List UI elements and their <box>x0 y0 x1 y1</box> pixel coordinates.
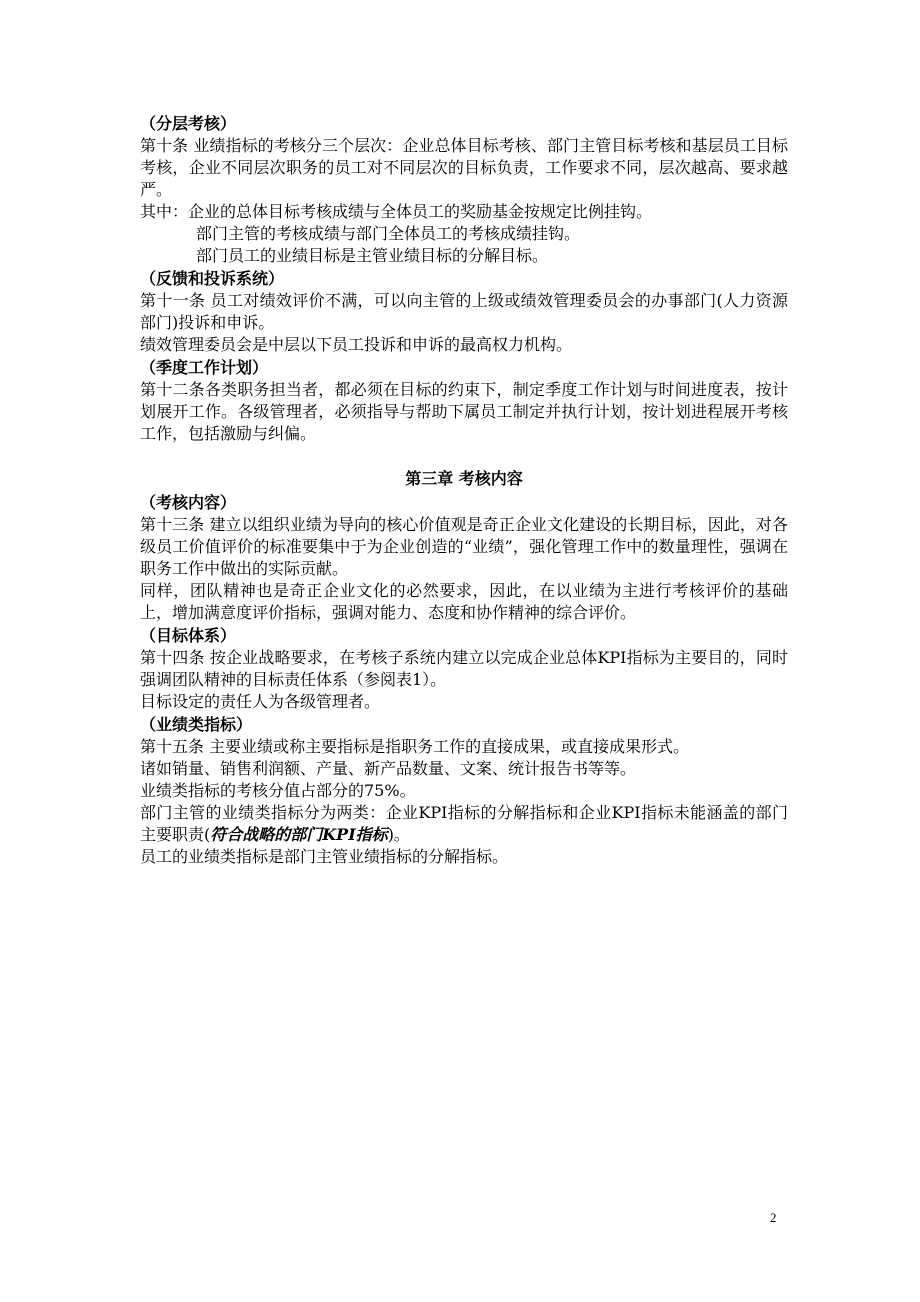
article-15-employee-indicators: 员工的业绩类指标是部门主管业绩指标的分解指标。 <box>140 847 509 866</box>
article-15-examples: 诸如销量、销售利润额、产量、新产品数量、文案、统计报告书等等。 <box>140 759 637 778</box>
manager-indicators-close: )。 <box>387 825 410 844</box>
article-13-paragraph: 第十三条 建立以组织业绩为导向的核心价值观是奇正企业文化建设的长期目标，因此，对各级员工价值评价的标准要集中于为企业创造的“业绩”，强化管理工作中的数量理性，强调在职务工作中做出的实际贡献。 <box>140 515 788 578</box>
page-number: 2 <box>770 1210 777 1225</box>
article-15-paragraph: 第十五条 主要业绩或称主要指标是指职务工作的直接成果，或直接成果形式。 <box>140 737 690 756</box>
article-14-note: 目标设定的责任人为各级管理者。 <box>140 692 381 711</box>
article-11-note: 绩效管理委员会是中层以下员工投诉和申诉的最高权力机构。 <box>140 335 573 354</box>
article-10-note-2: 部门主管的考核成绩与部门全体员工的考核成绩挂钩。 <box>196 224 581 243</box>
article-10-paragraph: 第十条 业绩指标的考核分三个层次：企业总体目标考核、部门主管目标考核和基层员工目标考核，企业不同层次职务的员工对不同层次的目标负责，工作要求不同，层次越高、要求越严。 <box>140 136 788 199</box>
strategic-kpi-emphasis: 符合战略的部门KPI指标 <box>210 825 388 844</box>
article-10-note-3: 部门员工的业绩目标是主管业绩目标的分解目标。 <box>196 246 549 265</box>
article-15-weight: 业绩类指标的考核分值占部分的75%。 <box>140 781 416 800</box>
section-heading-target-system: （目标体系） <box>140 626 237 645</box>
chapter-title: 第三章 考核内容 <box>405 469 523 488</box>
article-13-paragraph-2: 同样，团队精神也是奇正企业文化的必然要求，因此，在以业绩为主进行考核评价的基础上，增加满意度评价指标，强调对能力、态度和协作精神的综合评价。 <box>140 581 788 622</box>
article-12-paragraph: 第十二条各类职务担当者，都必须在目标的约束下，制定季度工作计划与时间进度表，按计划展开工作。各级管理者，必须指导与帮助下属员工制定并执行计划，按计划进程展开考核工作，包括激励与纠偏。 <box>140 380 788 443</box>
article-15-manager-indicators <box>140 802 788 846</box>
section-heading-assessment-content: （考核内容） <box>140 493 237 512</box>
article-11-paragraph: 第十一条 员工对绩效评价不满，可以向主管的上级或绩效管理委员会的办事部门(人力资源部门)投诉和申诉。 <box>140 291 788 332</box>
article-14-paragraph: 第十四条 按企业战略要求，在考核子系统内建立以完成企业总体KPI指标为主要目的，同时强调团队精神的目标责任体系（参阅表1）。 <box>140 648 788 689</box>
section-heading-quarterly-plan: （季度工作计划） <box>140 358 269 377</box>
section-heading-performance-indicators: （业绩类指标） <box>140 715 253 734</box>
document-body <box>140 112 788 868</box>
article-10-note-1: 其中：企业的总体目标考核成绩与全体员工的奖励基金按规定比例挂钩。 <box>140 202 653 221</box>
section-heading-tiered-assessment: （分层考核） <box>140 114 237 133</box>
manager-indicators-text: 部门主管的业绩类指标分为两类：企业KPI指标的分解指标和企业KPI指标未能涵盖的部门主要职责( <box>140 803 788 844</box>
section-heading-feedback: （反馈和投诉系统） <box>140 269 285 288</box>
